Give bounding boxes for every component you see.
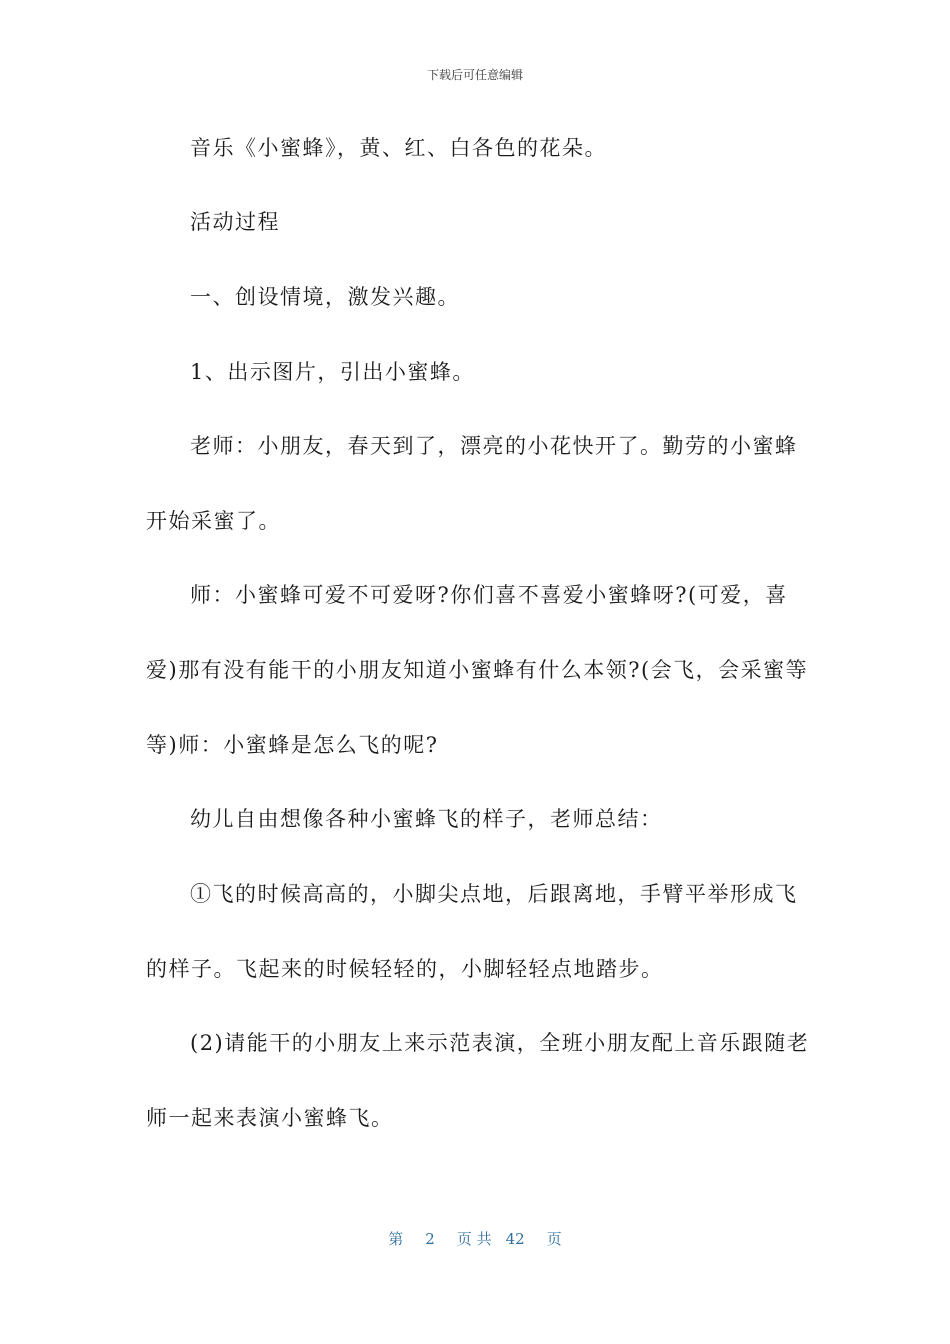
paragraph-line: 师：小蜜蜂可爱不可爱呀?你们喜不喜爱小蜜蜂呀?(可爱，喜 — [190, 583, 788, 607]
paragraph-line: 开始采蜜了。 — [146, 509, 281, 533]
paragraph-line: 等)师：小蜜蜂是怎么飞的呢? — [146, 733, 439, 757]
footer-total-pages: 42 — [505, 1230, 525, 1248]
paragraph-line: 幼儿自由想像各种小蜜蜂飞的样子，老师总结： — [190, 807, 663, 831]
footer-middle: 页 共 — [456, 1230, 492, 1248]
footer-prefix: 第 — [388, 1230, 404, 1248]
paragraph-line: 音乐《小蜜蜂》，黄、红、白各色的花朵。 — [190, 136, 607, 160]
footer-suffix: 页 — [546, 1230, 562, 1248]
paragraph-line: 爱)那有没有能干的小朋友知道小蜜蜂有什么本领?(会飞，会采蜜等 — [146, 658, 809, 682]
paragraph-line: 师一起来表演小蜜蜂飞。 — [146, 1106, 394, 1130]
paragraph-line: ①飞的时候高高的，小脚尖点地，后跟离地，手臂平举形成飞 — [190, 882, 798, 906]
section-heading: 一、创设情境，激发兴趣。 — [190, 285, 460, 309]
footer-current-page: 2 — [425, 1230, 435, 1248]
page-header-note: 下载后可任意编辑 — [426, 68, 523, 82]
paragraph-line: 老师：小朋友，春天到了，漂亮的小花快开了。勤劳的小蜜蜂 — [190, 434, 798, 458]
paragraph-line: (2)请能干的小朋友上来示范表演，全班小朋友配上音乐跟随老 — [190, 1031, 810, 1055]
paragraph-line: 1、出示图片，引出小蜜蜂。 — [190, 360, 475, 384]
paragraph-line: 的样子。飞起来的时候轻轻的，小脚轻轻点地踏步。 — [146, 957, 664, 981]
page-footer — [0, 1228, 950, 1249]
section-heading: 活动过程 — [190, 210, 280, 234]
